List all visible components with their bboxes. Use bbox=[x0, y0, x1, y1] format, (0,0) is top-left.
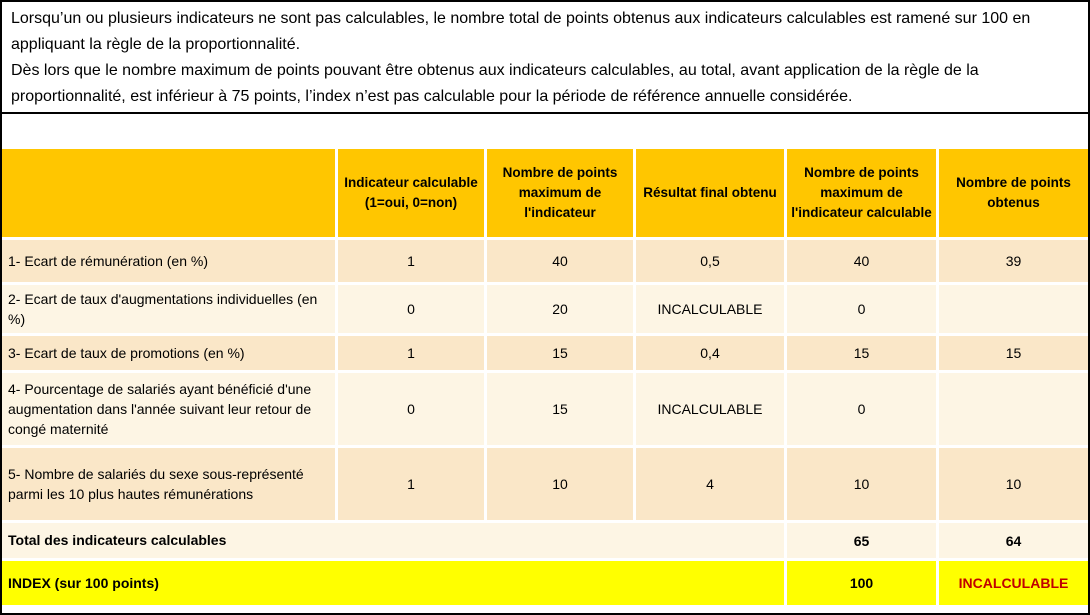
column-header-resultat-final: Résultat final obtenu bbox=[636, 149, 784, 237]
table-row-indicator-5 bbox=[2, 448, 1088, 520]
column-header-points-obtenus: Nombre de points obtenus bbox=[939, 149, 1088, 237]
cell-points-maximum: 40 bbox=[487, 240, 633, 282]
intro-text-block bbox=[2, 2, 1088, 114]
total-points-obtenus: 64 bbox=[939, 523, 1088, 558]
index-points-maximum: 100 bbox=[787, 561, 936, 605]
table-row-indicator-1 bbox=[2, 240, 1088, 282]
cell-points-maximum: 10 bbox=[487, 448, 633, 520]
table-row-indicator-4 bbox=[2, 373, 1088, 445]
cell-points-maximum-calculable: 40 bbox=[787, 240, 936, 282]
column-header-indicateur-calculable: Indicateur calculable (1=oui, 0=non) bbox=[338, 149, 484, 237]
cell-points-obtenus: 15 bbox=[939, 336, 1088, 370]
cell-points-obtenus bbox=[939, 285, 1088, 333]
cell-points-maximum: 20 bbox=[487, 285, 633, 333]
cell-calculable: 1 bbox=[338, 448, 484, 520]
index-row bbox=[2, 561, 1088, 605]
total-points-maximum-calculable: 65 bbox=[787, 523, 936, 558]
row-label: 5- Nombre de salariés du sexe sous-représenté parmi les 10 plus hautes rémunérations bbox=[2, 448, 335, 520]
index-incalculable-value: INCALCULABLE bbox=[939, 561, 1088, 605]
total-row-label: Total des indicateurs calculables bbox=[2, 523, 784, 558]
cell-resultat-final: 0,5 bbox=[636, 240, 784, 282]
equality-index-table bbox=[0, 146, 1090, 608]
column-header-empty bbox=[2, 149, 335, 237]
cell-points-obtenus: 39 bbox=[939, 240, 1088, 282]
header-row bbox=[2, 149, 1088, 237]
table-row-indicator-3 bbox=[2, 336, 1088, 370]
column-header-points-maximum-calculable: Nombre de points maximum de l'indicateur calculable bbox=[787, 149, 936, 237]
row-label: 2- Ecart de taux d'augmentations individuelles (en %) bbox=[2, 285, 335, 333]
cell-points-maximum-calculable: 10 bbox=[787, 448, 936, 520]
cell-resultat-final: 0,4 bbox=[636, 336, 784, 370]
intro-paragraph-75-points: Dès lors que le nombre maximum de points pouvant être obtenus aux indicateurs calculables, au total, avant application de la règle de la proportionnalité, est inférieur à 75 points, l’index n’est pas calculable pour la période de référence annuelle considérée. bbox=[11, 62, 979, 105]
cell-points-obtenus bbox=[939, 373, 1088, 445]
cell-points-maximum-calculable: 0 bbox=[787, 285, 936, 333]
cell-points-maximum: 15 bbox=[487, 336, 633, 370]
cell-calculable: 0 bbox=[338, 285, 484, 333]
cell-resultat-final: INCALCULABLE bbox=[636, 285, 784, 333]
total-row bbox=[2, 523, 1088, 558]
row-label: 4- Pourcentage de salariés ayant bénéficié d'une augmentation dans l'année suivant leur retour de congé maternité bbox=[2, 373, 335, 445]
cell-calculable: 1 bbox=[338, 336, 484, 370]
spacer-row bbox=[2, 114, 1088, 146]
column-header-points-maximum: Nombre de points maximum de l'indicateur bbox=[487, 149, 633, 237]
cell-calculable: 0 bbox=[338, 373, 484, 445]
cell-calculable: 1 bbox=[338, 240, 484, 282]
cell-points-maximum: 15 bbox=[487, 373, 633, 445]
cell-points-obtenus: 10 bbox=[939, 448, 1088, 520]
cell-resultat-final: INCALCULABLE bbox=[636, 373, 784, 445]
row-label: 3- Ecart de taux de promotions (en %) bbox=[2, 336, 335, 370]
cell-resultat-final: 4 bbox=[636, 448, 784, 520]
cell-points-maximum-calculable: 15 bbox=[787, 336, 936, 370]
table-row-indicator-2 bbox=[2, 285, 1088, 333]
row-label: 1- Ecart de rémunération (en %) bbox=[2, 240, 335, 282]
cell-points-maximum-calculable: 0 bbox=[787, 373, 936, 445]
index-row-label: INDEX (sur 100 points) bbox=[2, 561, 784, 605]
intro-paragraph-proportionnalite: Lorsqu’un ou plusieurs indicateurs ne sont pas calculables, le nombre total de points obtenus aux indicateurs calculables est ramené sur 100 en appliquant la règle de la proportionnalité. bbox=[11, 10, 1031, 53]
